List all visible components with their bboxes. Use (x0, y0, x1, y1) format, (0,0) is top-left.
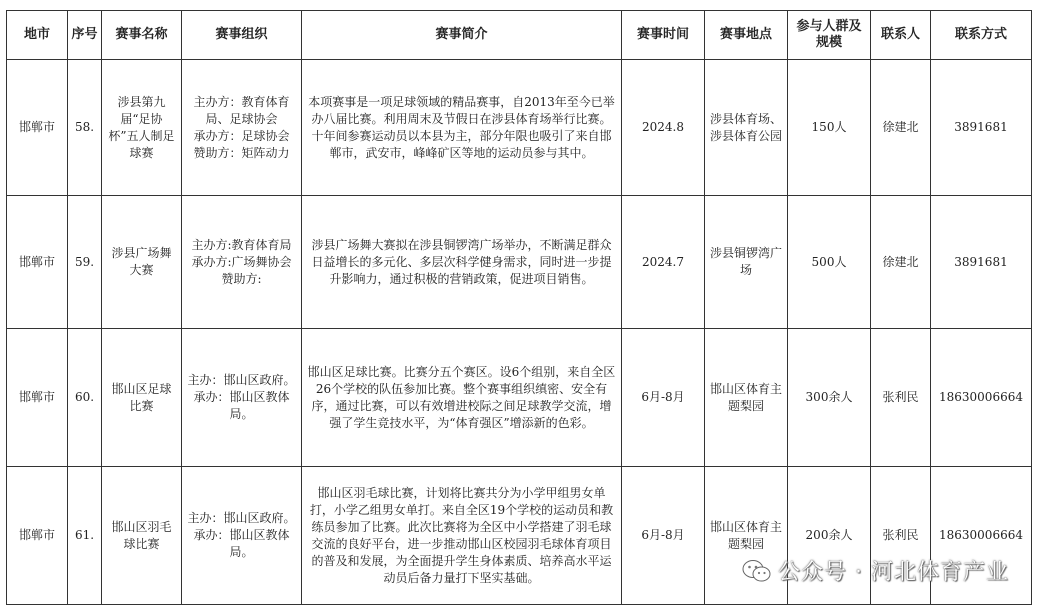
org-line: 赞助方：矩阵动力 (193, 145, 290, 160)
cell-city: 邯郸市 (7, 467, 68, 605)
org-line: 承办方:广场舞协会 (191, 254, 292, 269)
events-table (6, 10, 1032, 605)
cell-name: 涉县第九届“足协杯”五人制足球赛 (102, 60, 182, 196)
cell-phone: 3891681 (931, 60, 1032, 196)
cell-time: 2024.8 (622, 60, 705, 196)
header-org: 赛事组织 (182, 11, 302, 60)
cell-name: 邯山区羽毛球比赛 (102, 467, 182, 605)
cell-city: 邯郸市 (7, 196, 68, 329)
cell-place: 涉县体育场、涉县体育公园 (705, 60, 788, 196)
table-row (7, 60, 1032, 196)
table-row (7, 467, 1032, 605)
org-line: 承办：邯山区教体局。 (193, 528, 290, 559)
header-row (7, 11, 1032, 60)
cell-phone: 18630006664 (931, 467, 1032, 605)
cell-seq: 60. (68, 329, 102, 467)
cell-city: 邯郸市 (7, 329, 68, 467)
cell-org (182, 329, 302, 467)
cell-place: 涉县铜锣湾广场 (705, 196, 788, 329)
cell-contact: 张利民 (871, 467, 931, 605)
header-contact: 联系人 (871, 11, 931, 60)
cell-scale: 200余人 (788, 467, 871, 605)
cell-scale: 500人 (788, 196, 871, 329)
header-name: 赛事名称 (102, 11, 182, 60)
header-seq: 序号 (68, 11, 102, 60)
cell-time: 2024.7 (622, 196, 705, 329)
header-place: 赛事地点 (705, 11, 788, 60)
org-line: 承办方：足球协会 (193, 128, 290, 143)
cell-seq: 58. (68, 60, 102, 196)
cell-scale: 150人 (788, 60, 871, 196)
org-line: 赞助方: (221, 271, 262, 286)
cell-scale: 300余人 (788, 329, 871, 467)
cell-phone: 18630006664 (931, 329, 1032, 467)
header-intro: 赛事简介 (302, 11, 622, 60)
cell-intro: 本项赛事是一项足球领域的精品赛事，自2013年至今已举办八届比赛。利用周末及节假日在涉县体育场举行比赛。十年间参赛运动员以本县为主，部分年限也吸引了来自邯郸市，武安市，峰峰矿区等地的运动员参与其中。 (302, 60, 622, 196)
org-line: 承办：邯山区教体局。 (193, 390, 290, 421)
watermark-text: 公众号 · 河北体育产业 (778, 560, 1009, 585)
cell-time: 6月-8月 (622, 467, 705, 605)
header-city: 地市 (7, 11, 68, 60)
org-line: 主办方：教育体育局、足球协会 (193, 94, 290, 126)
header-time: 赛事时间 (622, 11, 705, 60)
cell-intro: 涉县广场舞大赛拟在涉县铜锣湾广场举办，不断满足群众日益增长的多元化、多层次科学健身需求，同时进一步提升影响力，通过积极的营销政策，促进项目销售。 (302, 196, 622, 329)
header-phone: 联系方式 (931, 11, 1032, 60)
cell-phone: 3891681 (931, 196, 1032, 329)
cell-org (182, 196, 302, 329)
cell-seq: 59. (68, 196, 102, 329)
cell-city: 邯郸市 (7, 60, 68, 196)
cell-place: 邯山区体育主题梨园 (705, 467, 788, 605)
cell-contact: 徐建北 (871, 60, 931, 196)
header-scale: 参与人群及规模 (788, 11, 871, 60)
cell-org (182, 467, 302, 605)
cell-name: 邯山区足球比赛 (102, 329, 182, 467)
cell-org (182, 60, 302, 196)
table-row (7, 329, 1032, 467)
cell-intro: 邯山区足球比赛。比赛分五个赛区。设6个组别，来自全区26个学校的队伍参加比赛。整个赛事组织缜密、安全有序，通过比赛，可以有效增进校际之间足球教学交流，增强了学生竞技水平，为“体育强区”增添新的色彩。 (302, 329, 622, 467)
org-line: 主办：邯山区政府。 (187, 511, 296, 525)
table-row (7, 196, 1032, 329)
cell-name: 涉县广场舞大赛 (102, 196, 182, 329)
cell-intro: 邯山区羽毛球比赛，计划将比赛共分为小学甲组男女单打，小学乙组男女单打。来自全区19个学校的运动员和教练员参加了比赛。此次比赛将为全区中小学搭建了羽毛球交流的良好平台，进一步推动邯山区校园羽毛球体育项目的普及和发展，为全面提升学生身体素质、培养高水平运动员后备力量打下坚实基础。 (302, 467, 622, 605)
cell-seq: 61. (68, 467, 102, 605)
cell-contact: 张利民 (871, 329, 931, 467)
cell-place: 邯山区体育主题梨园 (705, 329, 788, 467)
cell-contact: 徐建北 (871, 196, 931, 329)
org-line: 主办方:教育体育局 (191, 237, 292, 252)
org-line: 主办：邯山区政府。 (187, 373, 296, 387)
cell-time: 6月-8月 (622, 329, 705, 467)
